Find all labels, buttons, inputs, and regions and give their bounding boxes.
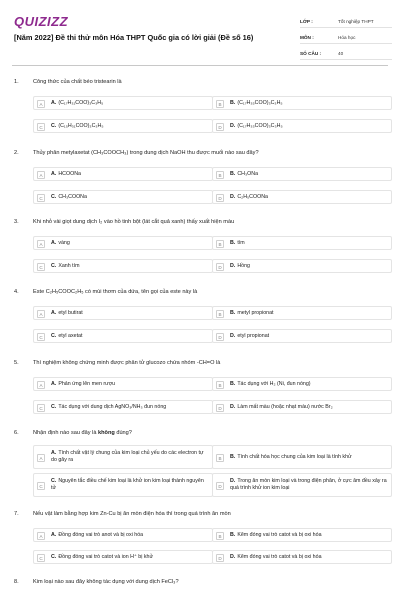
option-a[interactable] [33, 167, 213, 181]
option-letter: B. [230, 239, 236, 246]
option-d[interactable] [212, 400, 392, 414]
question-text: Công thức của chất béo tristearin là [33, 79, 122, 85]
option-text: Tính chất hóa học chung của kim loại là tính khử [237, 453, 352, 460]
option-text: metyl propionat [237, 309, 274, 316]
option-letter: D. [230, 403, 236, 410]
option-a[interactable] [33, 236, 213, 250]
option-letter: C. [51, 553, 57, 560]
option-text: Đồng đóng vai trò anot và bị oxi hóa [58, 531, 144, 538]
question-number: 5. [14, 360, 19, 366]
option-letter: B. [230, 170, 236, 177]
option-badge: A [37, 310, 45, 318]
option-d[interactable] [212, 259, 392, 273]
option-badge: C [37, 123, 45, 131]
question-text: Nếu vật làm bằng hợp kim Zn-Cu bị ăn mòn điện hóa thì trong quá trình ăn mòn [33, 511, 231, 517]
option-letter: C. [51, 478, 57, 485]
option-text: CH₃COONa [58, 193, 87, 200]
question-number: 3. [14, 219, 19, 225]
question-number: 6. [14, 430, 19, 436]
option-letter: D. [230, 478, 236, 485]
page-title: [Năm 2022] Đề thi thử môn Hóa THPT Quốc gia có lời giải (Đề số 16) [14, 33, 254, 42]
option-badge: D [216, 404, 224, 412]
option-b[interactable] [212, 96, 392, 110]
option-badge: A [37, 240, 45, 248]
option-text: (C₁₇H₃₅COO)₃C₃H₅ [237, 99, 283, 106]
question-number: 2. [14, 150, 19, 156]
question-text-start: Nhận định nào sau đây là [33, 430, 98, 436]
option-text: Trong ăn mòn kim loại và trong điện phân, ở cực âm đều xảy ra quá trình khử ion kim loại [230, 478, 389, 491]
option-a[interactable] [33, 306, 213, 320]
option-a[interactable] [33, 377, 213, 391]
option-letter: B. [230, 309, 236, 316]
option-badge: A [37, 532, 45, 540]
question-number: 7. [14, 511, 19, 517]
option-letter: D. [230, 122, 236, 129]
option-letter: C. [51, 122, 57, 129]
option-text: Xanh tím [58, 262, 80, 269]
option-letter: A. [51, 531, 57, 538]
option-letter: B. [230, 380, 236, 387]
option-text: tím [237, 239, 245, 246]
option-c[interactable] [33, 329, 213, 343]
meta-row-subject [300, 31, 392, 44]
option-text: Hồng [237, 262, 250, 269]
question-number: 8. [14, 579, 19, 585]
option-a[interactable] [33, 528, 213, 542]
option-badge: D [216, 482, 224, 490]
option-c[interactable] [33, 259, 213, 273]
option-b[interactable] [212, 528, 392, 542]
option-letter: B. [230, 531, 236, 538]
option-badge: D [216, 554, 224, 562]
option-text: etyl propionat [237, 332, 270, 339]
option-letter: C. [51, 332, 57, 339]
meta-label: LỚP : [300, 18, 313, 24]
meta-value: 40 [338, 50, 344, 56]
option-text: (C₁₅H₃₁COO)₃C₃H₅ [58, 122, 104, 129]
option-c[interactable] [33, 473, 213, 497]
option-badge: C [37, 333, 45, 341]
option-badge: A [37, 454, 45, 462]
option-badge: C [37, 554, 45, 562]
option-b[interactable] [212, 306, 392, 320]
option-badge: D [216, 263, 224, 271]
option-letter: D. [230, 332, 236, 339]
option-text: Kẽm đóng vai trò catot và bị oxi hóa [237, 553, 322, 560]
option-text: HCOONa [58, 170, 81, 177]
header-divider [12, 65, 388, 66]
question-text: Thủy phân metylaxetat (CH₃COOCH₃) trong dung dịch NaOH thu được muối nào sau đây? [33, 150, 259, 156]
option-text: vàng [58, 239, 70, 246]
option-letter: A. [51, 99, 57, 106]
option-badge: A [37, 100, 45, 108]
option-c[interactable] [33, 400, 213, 414]
option-text: Tác dụng với H₂ (Ni, đun nóng) [237, 380, 311, 387]
option-badge: C [37, 263, 45, 271]
option-c[interactable] [33, 190, 213, 204]
question-text-emphasis: không [98, 430, 115, 436]
option-a[interactable] [33, 445, 213, 469]
meta-label: MÔN : [300, 34, 314, 40]
option-badge: D [216, 194, 224, 202]
option-text: Làm mất màu (hoặc nhạt màu) nước Br₂ [237, 403, 333, 410]
option-text: Nguyên tắc điều chế kim loại là khử ion kim loại thành nguyên tử [51, 478, 206, 491]
option-text: Đồng đóng vai trò catot và ion H⁺ bị khử [58, 553, 153, 560]
option-c[interactable] [33, 119, 213, 133]
option-badge: B [216, 240, 224, 248]
option-letter: A. [51, 450, 57, 457]
meta-label: SỐ CÂU : [300, 50, 322, 56]
meta-row-class [300, 15, 392, 28]
option-letter: D. [230, 553, 236, 560]
option-letter: C. [51, 262, 57, 269]
option-letter: B. [230, 453, 236, 460]
option-b[interactable] [212, 377, 392, 391]
meta-value: Hóa học [338, 34, 356, 40]
meta-box [300, 15, 392, 63]
option-badge: B [216, 171, 224, 179]
question-number: 4. [14, 289, 19, 295]
option-badge: D [216, 333, 224, 341]
option-badge: B [216, 532, 224, 540]
question-text [33, 430, 383, 436]
option-text: CH₃ONa [237, 170, 259, 177]
question-text: Este C₂H₅COOC₂H₅ có mùi thơm của dứa, tên gọi của este này là [33, 289, 198, 295]
option-d[interactable] [212, 329, 392, 343]
option-letter: A. [51, 380, 57, 387]
option-badge: B [216, 310, 224, 318]
option-text: Tác dụng với dung dịch AgNO₃/NH₃ đun nóng [58, 403, 167, 410]
option-letter: A. [51, 309, 57, 316]
option-d[interactable] [212, 190, 392, 204]
option-letter: D. [230, 262, 236, 269]
option-badge: D [216, 123, 224, 131]
option-d[interactable] [212, 550, 392, 564]
option-badge: C [37, 194, 45, 202]
option-b[interactable] [212, 236, 392, 250]
option-text: etyl axetat [58, 332, 83, 339]
option-badge: A [37, 381, 45, 389]
option-text: etyl butirat [58, 309, 83, 316]
option-text: Tính chất vật lý chung của kim loại chủ yếu do các electron tự do gây ra [51, 450, 205, 463]
option-badge: C [37, 482, 45, 490]
option-badge: B [216, 454, 224, 462]
meta-value: Tốt nghiệp THPT [338, 18, 374, 24]
option-letter: C. [51, 403, 57, 410]
quizizz-logo: QUIZIZZ [14, 14, 69, 29]
option-badge: A [37, 171, 45, 179]
option-badge: B [216, 381, 224, 389]
option-badge: B [216, 100, 224, 108]
question-text-end: đúng? [114, 430, 132, 436]
option-text: (C₁₇H₃₁COO)₃C₃H₅ [58, 99, 104, 106]
option-letter: B. [230, 99, 236, 106]
option-text: C₂H₅COONa [237, 193, 268, 200]
question-text: Khi nhỏ vài giọt dung dịch I₂ vào hồ tinh bột (lát cắt quả xanh) thấy xuất hiện màu [33, 219, 235, 225]
option-text: Phản ứng lên men rượu [58, 380, 116, 387]
option-b[interactable] [212, 445, 392, 469]
option-c[interactable] [33, 550, 213, 564]
option-letter: C. [51, 193, 57, 200]
question-text: Kim loại nào sau đây không tác dụng với dung dịch FeCl₃? [33, 579, 179, 585]
option-d[interactable] [212, 473, 392, 497]
question-text: Thí nghiệm không chứng minh được phân tử glucozo chứa nhóm -CH=O là [33, 360, 221, 366]
option-d[interactable] [212, 119, 392, 133]
option-letter: A. [51, 239, 57, 246]
option-letter: A. [51, 170, 57, 177]
option-badge: C [37, 404, 45, 412]
question-number: 1. [14, 79, 19, 85]
option-a[interactable] [33, 96, 213, 110]
option-letter: D. [230, 193, 236, 200]
option-text: Kẽm đóng vai trò catot và bị oxi hóa [237, 531, 322, 538]
option-text: (C₁₇H₃₃COO)₃C₃H₅ [237, 122, 283, 129]
option-b[interactable] [212, 167, 392, 181]
meta-row-count [300, 47, 392, 60]
